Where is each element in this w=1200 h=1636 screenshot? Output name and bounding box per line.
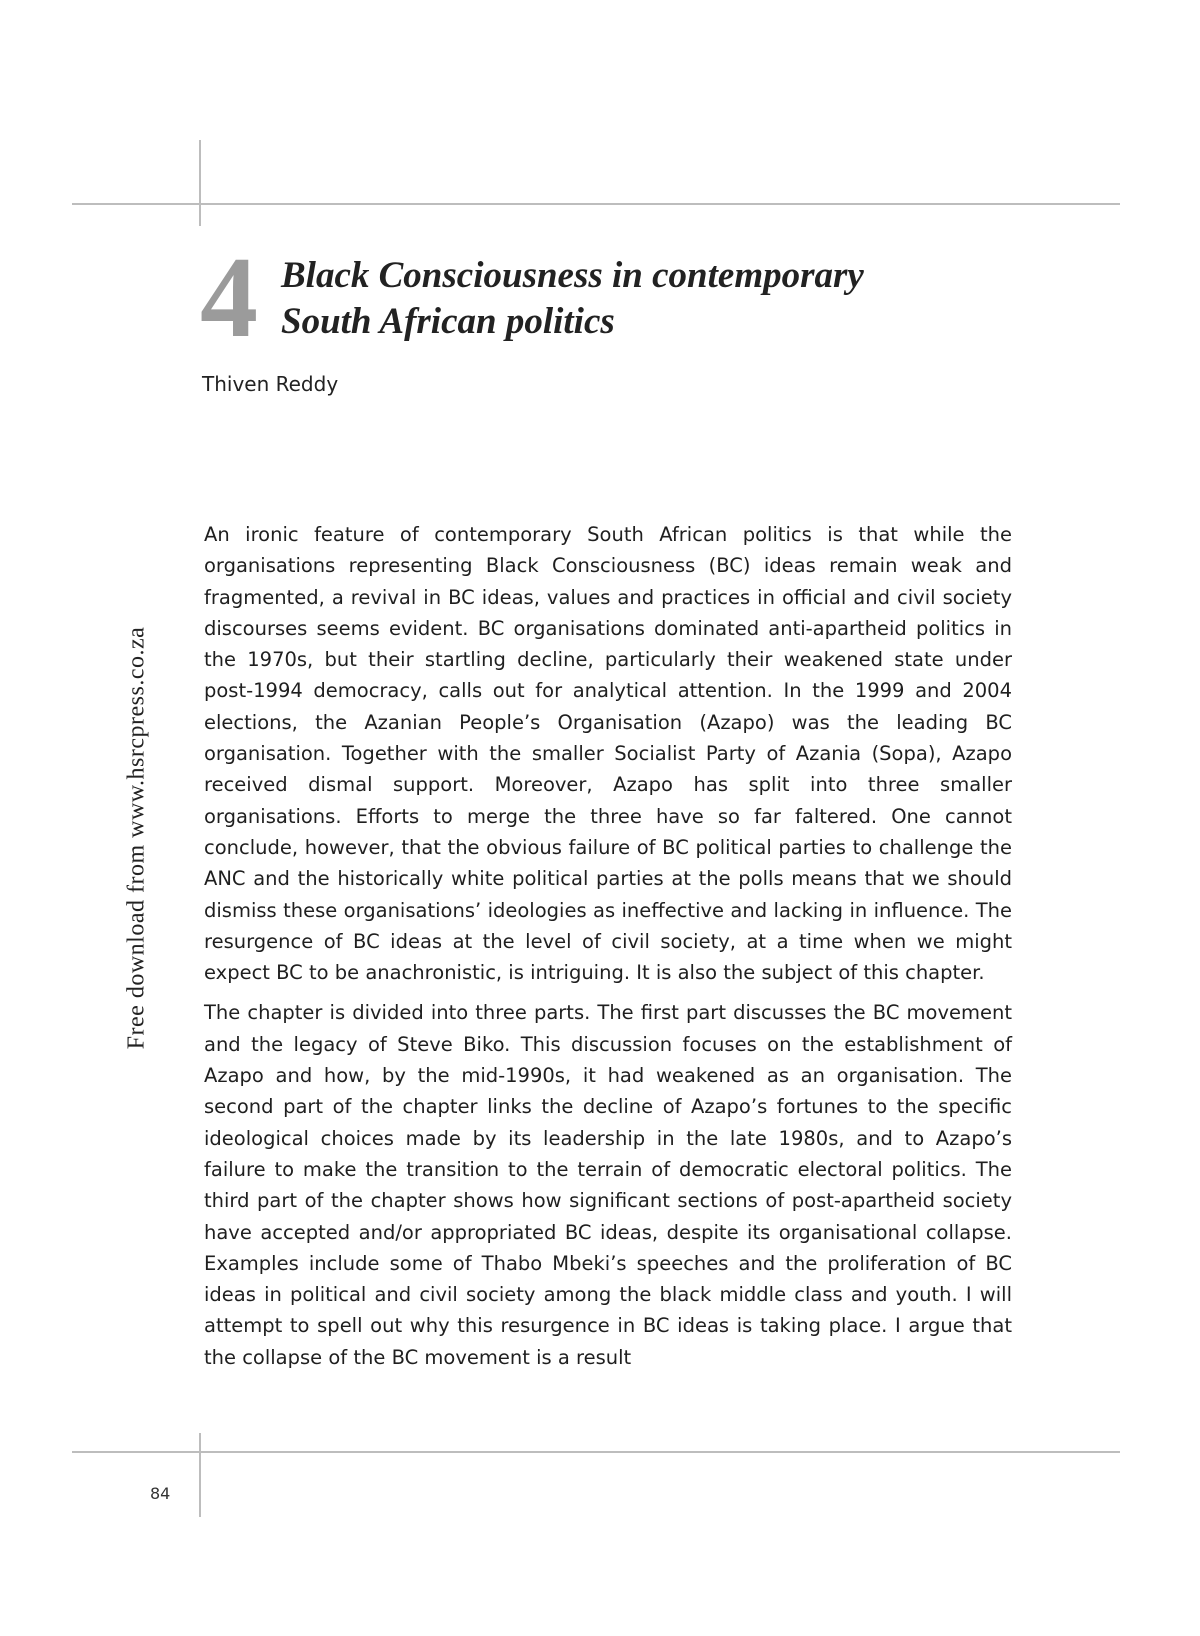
chapter-body bbox=[204, 519, 1012, 1382]
body-paragraph-2: The chapter is divided into three parts. The first part discusses the BC movement and the legacy of Steve Biko. This discussion focuses on the establishment of Azapo and how, by the mid-1990s, it had weakened as an organisation. The second part of the chapter links the decline of Azapo’s fortunes to the specific ideological choices made by its leadership in the late 1980s, and to Azapo’s failure to make the transition to the terrain of democratic electoral politics. The third part of the chapter shows how significant sections of post-apartheid society have accepted and/or appropriated BC ideas, despite its organisational collapse. Examples include some of Thabo Mbeki’s speeches and the proliferation of BC ideas in political and civil society among the black middle class and youth. I will attempt to spell out why this resurgence in BC ideas is taking place. I argue that the collapse of the BC movement is a result bbox=[204, 1001, 1012, 1369]
page-number: 84 bbox=[150, 1484, 171, 1503]
chapter-author: Thiven Reddy bbox=[202, 372, 339, 396]
body-paragraph-1: An ironic feature of contemporary South African politics is that while the organisations representing Black Consciousness (BC) ideas remain weak and fragmented, a revival in BC ideas, values and practices in official and civil society discourses seems evident. BC organisations dominated anti-apartheid politics in the 1970s, but their startling decline, particularly their weakened state under post-1994 democracy, calls out for analytical attention. In the 1999 and 2004 elections, the Azanian People’s Organisation (Azapo) was the leading BC organisation. Together with the smaller Socialist Party of Azania (Sopa), Azapo received dismal support. Moreover, Azapo has split into three smaller organisations. Efforts to merge the three have so far faltered. One cannot conclude, however, that the obvious failure of BC political parties to challenge the ANC and the historically white political parties at the polls means that we should dismiss these organisations’ ideologies as ineffective and lacking in influence. The resurgence of BC ideas at the level of civil society, at a time when we might expect BC to be anachronistic, is intriguing. It is also the subject of this chapter. bbox=[204, 523, 1012, 985]
bottom-horizontal-rule bbox=[72, 1451, 1120, 1453]
top-vertical-rule bbox=[199, 140, 201, 226]
download-watermark: Free download from www.hsrcpress.co.za bbox=[123, 626, 150, 1050]
chapter-title-line-1: Black Consciousness in contemporary bbox=[281, 255, 864, 296]
chapter-number: 4 bbox=[200, 234, 258, 362]
top-horizontal-rule bbox=[72, 203, 1120, 205]
bottom-vertical-rule bbox=[199, 1433, 201, 1517]
chapter-title bbox=[281, 253, 1041, 345]
chapter-title-line-2: South African politics bbox=[281, 301, 615, 342]
